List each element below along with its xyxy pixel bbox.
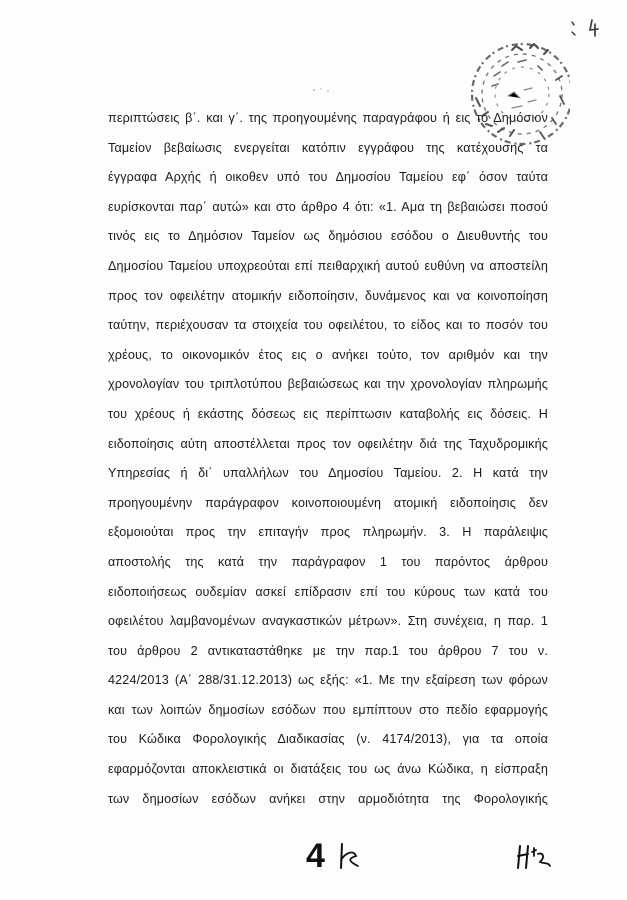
text-line: έγγραφα Αρχής ή οικοθεν υπό του Δημοσίου Ταμείου εφ΄ όσον ταύτα [108,170,548,185]
handwritten-initials-icon [514,842,554,872]
text-line: χρέους, το οικονομικόν έτος εις ο ανήκει τούτο, τον αριθμόν και την [108,347,548,362]
text-line: Υπηρεσίας ή δι΄ υπαλλήλων του Δημοσίου Ταμείου. 2. Η κατά την [108,466,548,481]
page-number: 4 [306,837,325,875]
text-line: προς τον οφειλέτην ατομικήν ειδοποίησιν, δυνάμενος και να κοινοποίηση [108,288,548,303]
text-line: περιπτώσεις β΄. και γ΄. της προηγουμένης παραγράφου ή εις το Δημόσιον [108,111,548,125]
body-text [108,104,548,814]
text-line: Δημοσίου Ταμείου υποχρεούται επί πειθαρχική αυτού ευθύνη να αποστείλη [108,258,548,273]
text-line: ταύτην, περιέχουσαν τα στοιχεία του οφειλέτου, το είδος και το ποσόν του [108,318,548,333]
text-line: 4224/2013 (Α΄ 288/31.12.2013) ως εξής: «1. Με την εξαίρεση των φόρων [108,673,548,688]
text-line: αποστολής της κατά την παράγραφον 1 του παρόντος άρθρου [108,554,548,569]
text-line: οφειλέτου λαμβανομένων αναγκαστικών μέτρων». Στη συνέχεια, η παρ. 1 [108,614,548,629]
handwritten-corner-mark-icon [566,16,610,44]
text-line: τινός εις το Δημόσιον Ταμείον ως δημόσιου εσόδου ο Διευθυντής του [108,229,548,244]
text-line: ειδοποίησις αύτη αποστέλλεται προς τον οφειλέτην διά της Ταχυδρομικής [108,436,548,451]
text-line: εξομοιούται προς την επιταγήν προς πληρωμήν. 3. Η παράλειψις [108,525,548,540]
text-line: χρονολογίαν του τριπλοτύπου βεβαιώσεως και την χρονολογίαν πληρωμής [108,377,548,392]
scan-speck [310,86,334,94]
text-line: του χρέους ή εκάστης δόσεως εις περίπτωσιν καταβολής εις δόσεις. Η [108,406,548,421]
text-line: εφαρμόζονται αποκλειστικά οι διατάξεις του ως άνω Κώδικα, η είσπραξη [108,762,548,777]
handwritten-signature-icon [336,840,362,872]
text-line: και των λοιπών δημοσίων εσόδων που εμπίπτουν στο πεδίο εφαρμογής [108,702,548,717]
text-line: Ταμείον βεβαίωσις ενεργείται κατόπιν εγγράφου της κατέχουσης τα [108,140,548,155]
text-line: των δημοσίων εσόδων ανήκει στην αρμοδιότητα της Φορολογικής [108,791,548,806]
text-line: ευρίσκονται παρ΄ αυτώ» και στο άρθρο 4 ότι: «1. Αμα τη βεβαιώσει ποσού [108,199,548,214]
text-line: προηγουμένην παράγραφον κοινοποιουμένη ατομική ειδοποίησις δεν [108,495,548,510]
text-line: του Κώδικα Φορολογικής Διαδικασίας (ν. 4174/2013), για τα οποία [108,732,548,747]
text-line: του άρθρου 2 αντικαταστάθηκε με την παρ.1 του άρθρου 7 του ν. [108,643,548,658]
text-line: ειδοποιήσεως ουδεμίαν ασκεί επίδρασιν επί του κύρους των κατά του [108,584,548,599]
